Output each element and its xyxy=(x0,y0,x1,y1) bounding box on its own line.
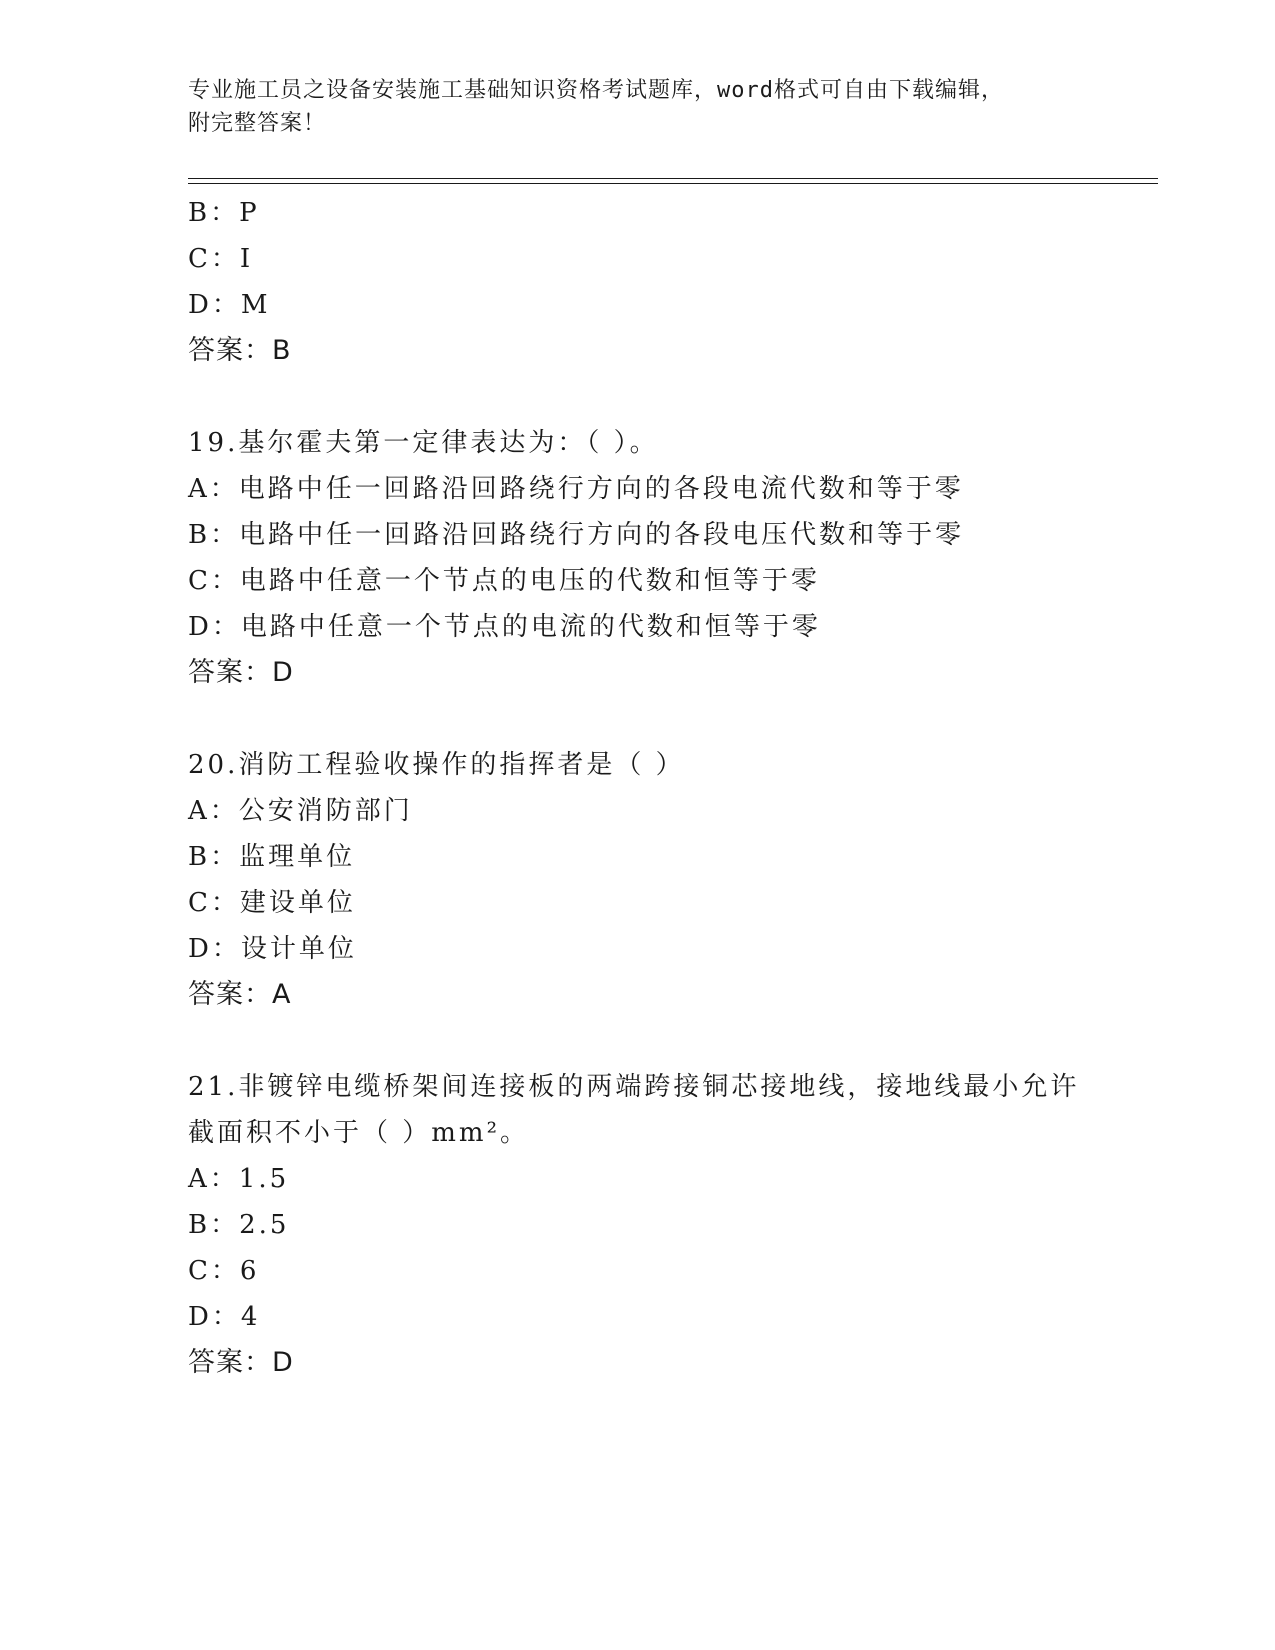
header-divider-bottom xyxy=(188,183,1158,184)
spacer xyxy=(188,1018,1168,1064)
answer: 答案：D xyxy=(188,1347,294,1378)
question-20 xyxy=(188,742,1168,1018)
option-d: D：设计单位 xyxy=(188,934,357,964)
option-b: B：P xyxy=(188,198,260,228)
answer: 答案：D xyxy=(188,657,294,688)
question-19 xyxy=(188,420,1168,696)
question-18-continuation xyxy=(188,190,1168,374)
question-stem: 20.消防工程验收操作的指挥者是（ ） xyxy=(188,750,685,780)
option-b: B：2.5 xyxy=(188,1210,290,1240)
question-list xyxy=(188,190,1168,1386)
option-d: D：电路中任意一个节点的电流的代数和恒等于零 xyxy=(188,612,821,642)
answer: 答案：A xyxy=(188,979,292,1010)
question-stem-line-2: 截面积不小于（ ）mm²。 xyxy=(188,1118,529,1148)
spacer xyxy=(188,696,1168,742)
option-b: B：监理单位 xyxy=(188,842,356,872)
option-d: D：4 xyxy=(188,1302,261,1332)
option-a: A：1.5 xyxy=(188,1164,290,1194)
option-c: C：建设单位 xyxy=(188,888,356,918)
option-d: D：M xyxy=(188,290,271,320)
document-header xyxy=(188,74,1088,140)
question-stem: 19.基尔霍夫第一定律表达为：（ ）。 xyxy=(188,428,659,458)
option-c: C：6 xyxy=(188,1256,260,1286)
header-divider-top xyxy=(188,178,1158,179)
header-line-2: 附完整答案！ xyxy=(188,111,327,136)
option-a: A：电路中任一回路沿回路绕行方向的各段电流代数和等于零 xyxy=(188,474,964,504)
answer: 答案：B xyxy=(188,335,292,366)
question-21 xyxy=(188,1064,1168,1386)
option-b: B：电路中任一回路沿回路绕行方向的各段电压代数和等于零 xyxy=(188,520,965,550)
option-c: C：I xyxy=(188,244,254,274)
option-a: A：公安消防部门 xyxy=(188,796,413,826)
spacer xyxy=(188,374,1168,420)
option-c: C：电路中任意一个节点的电压的代数和恒等于零 xyxy=(188,566,820,596)
question-stem-line-1: 21.非镀锌电缆桥架间连接板的两端跨接铜芯接地线，接地线最小允许 xyxy=(188,1072,1080,1102)
header-line-1: 专业施工员之设备安装施工基础知识资格考试题库，word格式可自由下载编辑， xyxy=(188,78,1004,103)
